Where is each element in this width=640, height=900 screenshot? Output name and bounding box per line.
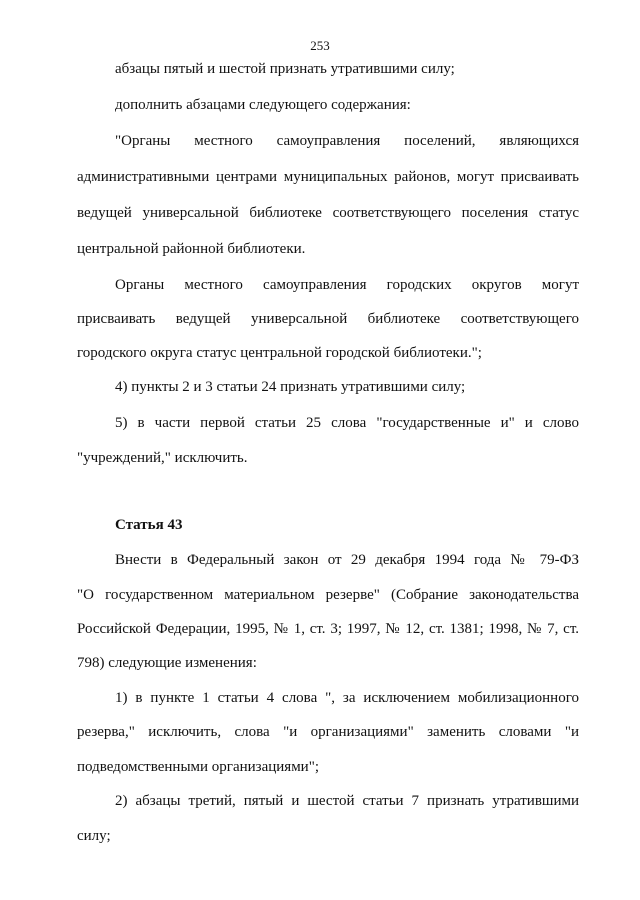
paragraph-line: 5) в части первой статьи 25 слова "государственные и" и слово xyxy=(115,415,579,431)
page-number: 253 xyxy=(310,38,330,53)
paragraph-line: подведомственными организациями"; xyxy=(77,759,319,775)
paragraph-line: Российской Федерации, 1995, № 1, ст. 3; 1997, № 12, ст. 1381; 1998, № 7, ст. xyxy=(77,621,579,637)
paragraph-line: 798) следующие изменения: xyxy=(77,655,257,671)
paragraph-line: административными центрами муниципальных районов, могут присваивать xyxy=(77,169,579,185)
paragraph-line: абзацы пятый и шестой признать утратившими силу; xyxy=(115,61,455,77)
paragraph-line: ведущей универсальной библиотеке соответствующего поселения статус xyxy=(77,205,579,221)
paragraph-line: дополнить абзацами следующего содержания: xyxy=(115,97,411,113)
paragraph-line: Внести в Федеральный закон от 29 декабря 1994 года № 79-ФЗ xyxy=(115,552,579,568)
paragraph-line: городского округа статус центральной городской библиотеки."; xyxy=(77,345,482,361)
paragraph-line: центральной районной библиотеки. xyxy=(77,241,306,257)
paragraph-line: Органы местного самоуправления городских округов могут xyxy=(115,277,579,293)
paragraph-line: резерва," исключить, слова "и организациями" заменить словами "и xyxy=(77,724,579,740)
article-heading: Статья 43 xyxy=(115,517,183,533)
paragraph-line: 1) в пункте 1 статьи 4 слова ", за исключением мобилизационного xyxy=(115,690,579,706)
paragraph-line: 4) пункты 2 и 3 статьи 24 признать утратившими силу; xyxy=(115,379,466,395)
paragraph-line: 2) абзацы третий, пятый и шестой статьи 7 признать утратившими xyxy=(115,793,579,809)
paragraph-line: "О государственном материальном резерве" (Собрание законодательства xyxy=(77,587,579,603)
paragraph-line: "Органы местного самоуправления поселений, являющихся xyxy=(115,133,579,149)
paragraph-line: присваивать ведущей универсальной библиотеке соответствующего xyxy=(77,311,579,327)
paragraph-line: силу; xyxy=(77,828,111,844)
paragraph-line: "учреждений," исключить. xyxy=(77,450,248,466)
